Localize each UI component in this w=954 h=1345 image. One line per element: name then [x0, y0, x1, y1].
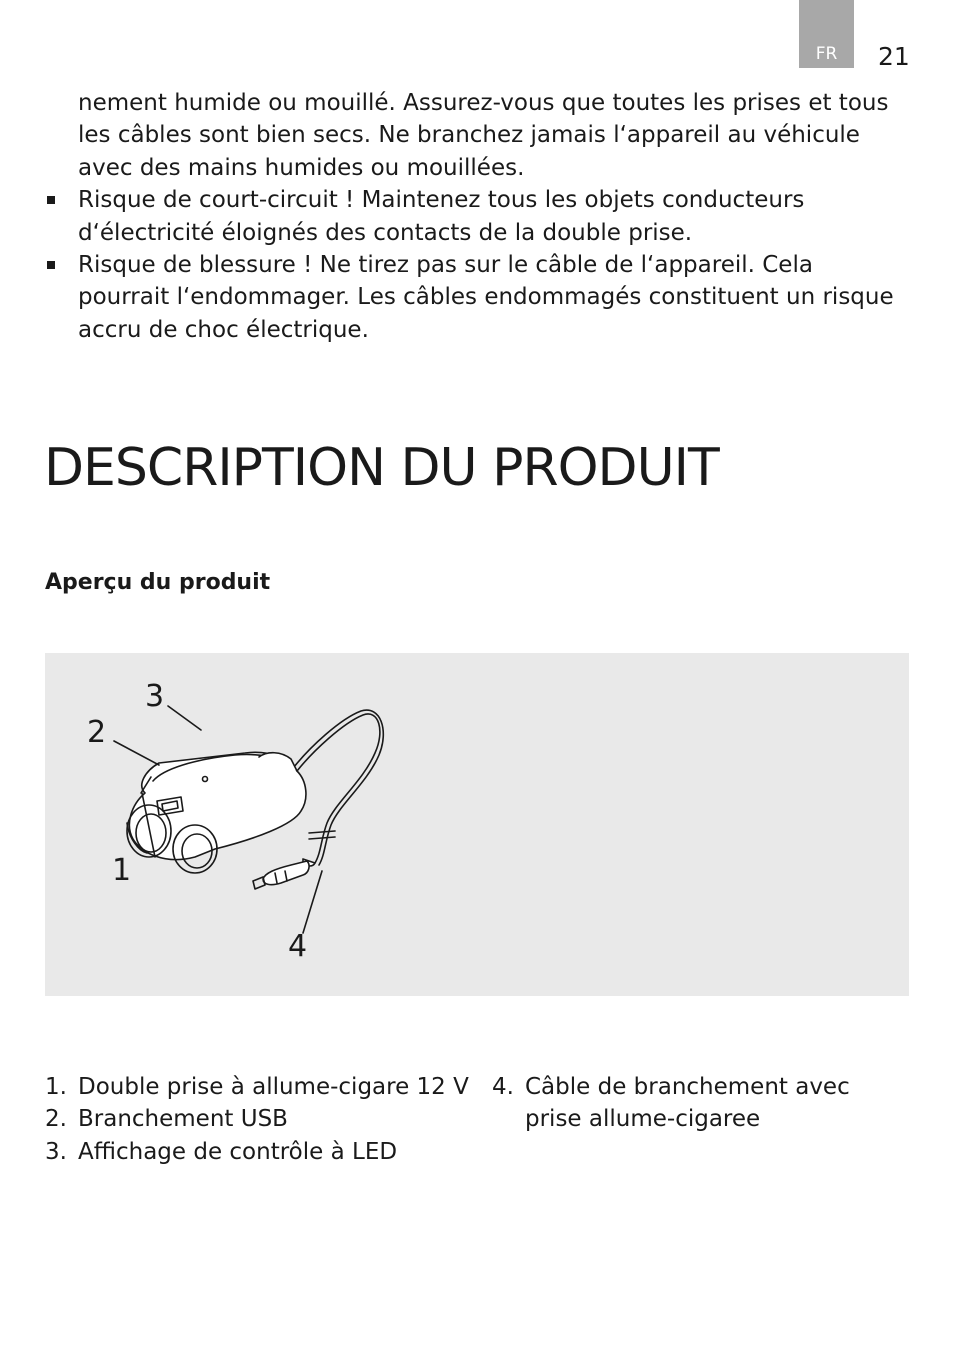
language-tab — [799, 0, 854, 68]
section-title: DESCRIPTION DU PRODUIT — [44, 438, 719, 498]
callout-2: 2 — [87, 715, 107, 750]
parts-list-left — [45, 1071, 485, 1168]
callout-1: 1 — [112, 853, 132, 888]
bullet-square-icon — [47, 196, 55, 204]
product-figure — [45, 653, 909, 996]
product-overview-heading: Aperçu du produit — [45, 570, 271, 595]
bullet-square-icon — [47, 261, 55, 269]
warning-bullet-short-circuit — [45, 184, 910, 249]
callout-4: 4 — [288, 929, 308, 964]
car-socket-adapter-illustration — [45, 653, 909, 996]
parts-list-right — [492, 1071, 912, 1136]
warning-continuation: nement humide ou mouillé. Assurez-vous que toutes les prises et tous les câbles sont bien secs. Ne branchez jamais l‘appareil au véhicule avec des mains humides ou mouillées. — [78, 90, 889, 181]
warning-bullet-injury — [45, 249, 910, 346]
part-label: Double prise à allume-cigare 12 V — [78, 1074, 469, 1100]
list-item: 1. Double prise à allume-cigare 12 V — [45, 1074, 469, 1100]
part-label: Câble de branchement avec prise allume-cigaree — [525, 1074, 850, 1133]
part-label: Branchement USB — [78, 1106, 288, 1133]
list-item: 2. Branchement USB — [45, 1106, 288, 1133]
page-number: 21 — [878, 42, 910, 71]
list-item: 4. Câble de branchement avec prise allume-cigaree — [492, 1074, 850, 1133]
list-item: 3. Affichage de contrôle à LED — [45, 1138, 398, 1165]
callout-3: 3 — [145, 679, 165, 714]
part-label: Affichage de contrôle à LED — [78, 1138, 398, 1165]
language-label: FR — [815, 44, 838, 64]
warning-text: Risque de court-circuit ! Maintenez tous les objets conducteurs d‘électricité éloignés des contacts de la double prise. — [78, 187, 805, 246]
safety-warnings — [45, 87, 910, 346]
warning-text: Risque de blessure ! Ne tirez pas sur le câble de l‘appareil. Cela pourrait l‘endommager. Les câbles endommagés constituent un risque accru de choc électrique. — [78, 252, 894, 343]
